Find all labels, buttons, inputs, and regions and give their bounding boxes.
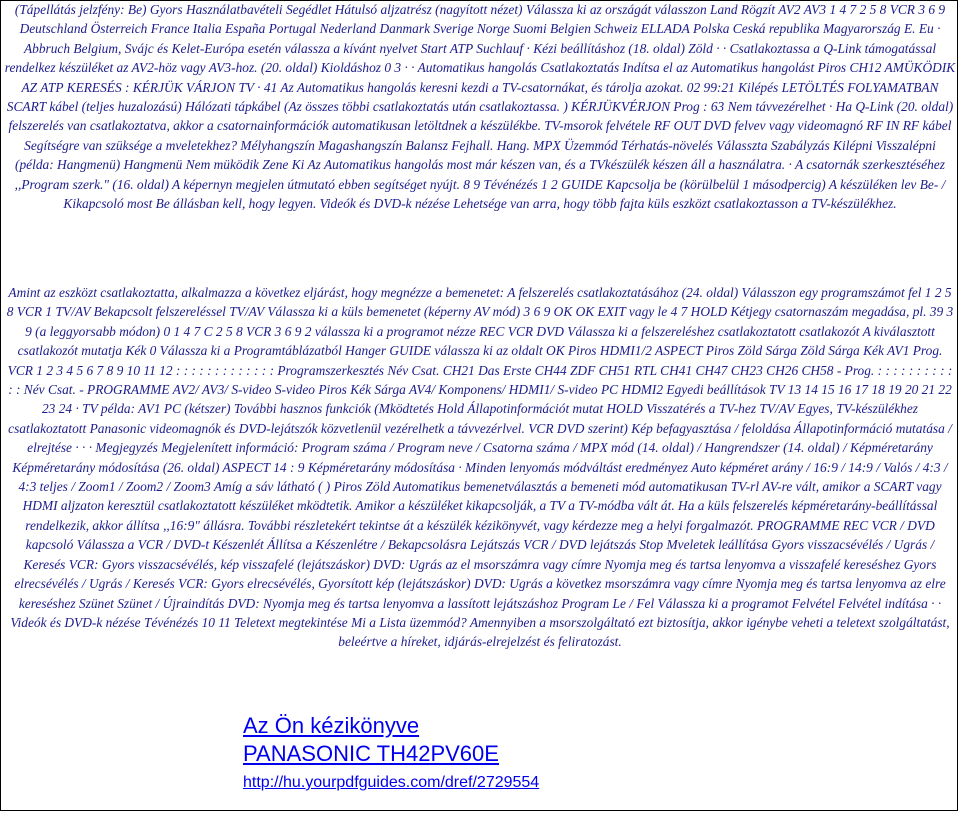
manual-link-title[interactable]: Az Ön kézikönyve <box>243 713 420 738</box>
quick-start-text-part-2: Amint az eszközt csatlakoztatta, alkalmazza a következ eljárást, hogy megnézze a bemenetet: A felszerelés csatlakoztatásához (24. oldal) Válasszon egy programszámot fel 1 2 5 8 VCR 1 TV/AV Bekapcsolt felszereléssel TV/AV Válassza ki a küls bemenetet (képerny AV mód) 3 6 9 OK OK EXIT vagy le 4 7 HOLD Kétjegy csatornaszám megadása, pl. 39 3 9 (a leggyorsabb módon) 0 1 4 7 C 2 5 8 VCR 3 6 9 2 válassza ki a programot nézze REC VCR DVD Válassza ki a felszereléshez csatlakoztatott csatlakozót A kiválasztott csatlakozót mutatja Kék 0 Válassza ki a Programtáblázatból Hanger GUIDE válassza ki az oldalt OK Piros HDMI1/2 ASPECT Piros Zöld Sárga Zöld Sárga Kék AV1 Prog. VCR 1 2 3 4 5 6 7 8 9 10 11 12 : : : : : : : : : : : : : Programszerkesztés Név Csat. CH21 Das Erste CH44 ZDF CH51 RTL CH41 CH47 CH23 CH26 CH58 - Prog. : : : : : : : : : : : : Név Csat. - PROGRAMME AV2/ AV3/ S-video S-video Piros Kék Sárga AV4/ Komponens/ HDMI1/ S-video PC HDMI2 Egyedi beállítások TV 13 14 15 16 17 18 19 20 21 22 23 24 · TV példa: AV1 PC (kétszer) További hasznos funkciók (Mködtetés Hold Állapotinformációt mutat HOLD Visszatérés a TV-hez TV/AV Egyes, TV-készülékhez csatlakoztatott Panasonic videomagnók és DVD-lejátszók közvetlenül vezérelhetk a távvezérlvel. VCR DVD szerint) Kép befagyasztása / feloldása Állapotinformáció mutatása / elrejtése · · · Megjegyzés Megjelenített információ: Program száma / Program neve / Csatorna száma / MPX mód (14. oldal) / Hangrendszer (14. oldal) / Képméretarány Képméretarány módosítása (26. oldal) ASPECT 14 : 9 Képméretarány módosítása · Minden lenyomás módváltást eredményez Auto képméret arány / 16:9 / 14:9 / Valós / 4:3 / 4:3 teljes / Zoom1 / Zoom2 / Zoom3 Amíg a sáv látható ( ) Piros Zöld Automatikus bemenetválasztás a bemeneti mód automatikusan TV-rl AV-re vált, amikor a SCART vagy HDMI aljzaton keresztül csatlakoztatott készüléket mködtetik. Amikor a készüléket kikapcsolják, a TV a TV-módba vált át. Ha a küls felszerelés képméretarány-beállítással rendelkezik, akkor állítsa ,,16:9" állásra. További részletekért tekintse át a készülék kézikönyvét, vagy kérdezze meg a helyi forgalmazót. PROGRAMME REC VCR / DVD kapcsoló Válassza a VCR / DVD-t Készenlét Állítsa a Készenlétre / Bekapcsolásra Lejátszás VCR / DVD lejátszás Stop Mveletek leállítása Gyors visszacsévélés / Ugrás / Keresés VCR: Gyors visszacsévélés, kép visszafelé (lejátszáskor) DVD: Ugrás az el msorszámra vagy címre Nyomja meg és tartsa lenyomva a visszafelé kereséshez Gyors elrecsévélés / Ugrás / Keresés VCR: Gyors elrecsévélés, Gyorsított kép (lejátszáskor) DVD: Ugrás a következ msorszámra vagy címre Nyomja meg és tartsa lenyomva az elre kereséshez Szünet Szünet / Újraindítás DVD: Nyomja meg és tartsa lenyomva a lassított lejátszáshoz Program Le / Fel Válassza ki a programot Felvétel Felvétel indítása · · Videók és DVD-k nézése Tévénézés 10 11 Teletext megtekintése Mi a Lista üzemmód? Amennyiben a msorszolgáltató ezt biztosítja, akkor igénybe veheti a teletext szolgáltatást, beleértve a híreket, idjárás-elrejelzést és feliratozást. <box>6 285 954 650</box>
manual-link-model[interactable]: PANASONIC TH42PV60E <box>243 741 499 766</box>
manual-link-url[interactable]: http://hu.yourpdfguides.com/dref/2729554 <box>243 774 540 791</box>
quick-start-text-part-1: (Tápellátás jelzfény: Be) Gyors Használatbavételi Segédlet Hátulsó aljzatrész (nagyított nézet) Válassza ki az országát válasszon Land Rögzít AV2 AV3 1 4 7 2 5 8 VCR 3 6 9 Deutschland Österreich France Italia España Portugal Nederland Danmark Sverige Norge Suomi Belgien Schweiz ELLADA Polska Ceská republika Magyarország E. Eu · Abbruch Belgium, Svájc és Kelet-Európa esetén válassza a kívánt nyelvet Start ATP Suchlauf · Kézi beállításhoz (18. oldal) Zöld · · Csatlakoztassa a Q-Link támogatással rendelkez készüléket az AV2-höz vagy AV3-hoz. (20. oldal) Kioldáshoz 0 3 · · Automatikus hangolás Csatlakoztatás Indítsa el az Automatikus hangolást Piros CH12 AMÜKÖDIK AZ ATP KERESÉS : KÉRJÜK VÁRJON TV · 41 Az Automatikus hangolás keresni kezdi a TV-csatornákat, és tárolja azokat. 02 99:21 Kilépés LETÖLTÉS FOLYAMATBAN SCART kábel (teljes huzalozású) Hálózati tápkábel (Az összes többi csatlakoztatás után csatlakoztassa. ) KÉRJÜKVÉRJON Prog : 63 Nem távvezérelhet · Ha Q-Link (20. oldal) felszerelés van csatlakoztatva, akkor a csatornainformációk automatikusan letöltdnek a készülékbe. TV-msorok felvétele RF OUT DVD felvev vagy videomagnó RF IN RF kábel Segítségre van szüksége a mveletekhez? Mélyhangszín Magashangszín Balansz Fejhall. Hang. MPX Üzemmód Térhatás-növelés Válasszta Szabályzás Kilépni Visszalépni (példa: Hangmenü) Hangmenü Nem müködik Zene Ki Az Automatikus hangolás most már készen van, és a TVkészülék készen áll a használatra. · A csatornák szerkesztéséhez ,,Program szerk." (16. oldal) A képernyn megjelen útmutató ebben segítséget nyújt. 8 9 Tévénézés 1 2 GUIDE Kapcsolja be (körülbelül 1 másodpercig) A készüléken lev Be- / Kikapcsoló most Be állásban kell, hogy legyen. Videók és DVD-k nézése Lehetsége van arra, hogy több fajta küls eszközt csatlakoztasson a TV-készülékhez. <box>4 2 956 212</box>
manual-footer <box>243 712 539 795</box>
